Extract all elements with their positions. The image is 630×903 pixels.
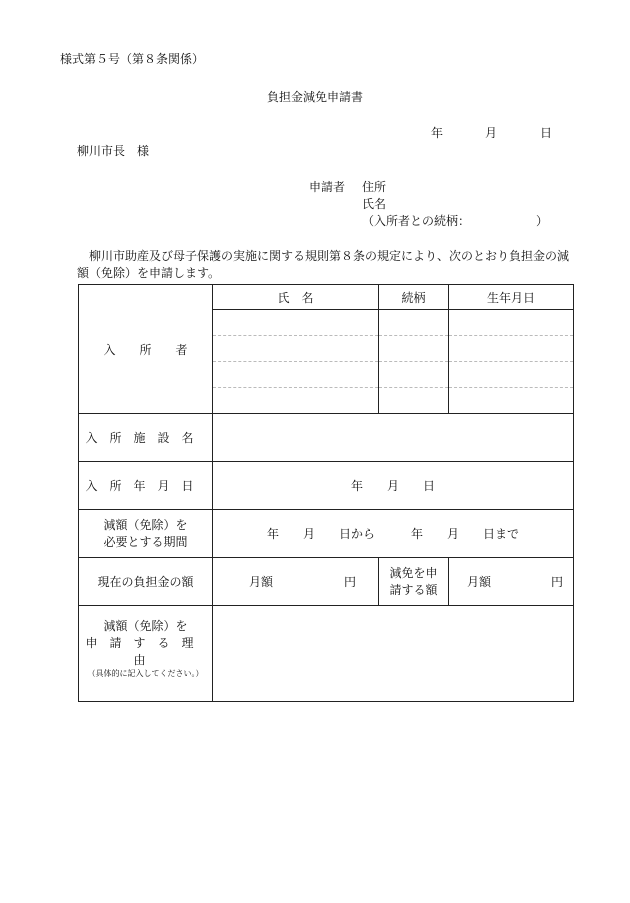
- request-amount-cell[interactable]: [449, 558, 574, 606]
- resident-name-cell[interactable]: [213, 362, 379, 388]
- request-amount-line1: 減免を申: [389, 565, 438, 580]
- resident-label: 入 所 者: [79, 285, 213, 414]
- resident-birth-cell[interactable]: [449, 362, 574, 388]
- document-title: 負担金減免申請書: [266, 90, 363, 104]
- date-day: 日: [540, 126, 553, 140]
- application-table: [78, 284, 574, 702]
- resident-relation-cell[interactable]: [379, 336, 449, 362]
- entry-date-label: 入所年月日: [79, 462, 213, 510]
- reason-label: [79, 606, 213, 702]
- period-label-line2: 必要とする期間: [103, 534, 188, 549]
- reason-note: （具体的に記入してください。）: [87, 669, 204, 678]
- date-year: 年: [431, 126, 444, 140]
- period-label: [79, 510, 213, 558]
- entry-date-value[interactable]: 年 月 日: [213, 462, 574, 510]
- request-amount-line2: 請する額: [389, 582, 438, 597]
- yen-label: 円: [343, 575, 356, 589]
- current-amount-cell[interactable]: [213, 558, 379, 606]
- resident-name-cell[interactable]: [213, 336, 379, 362]
- applicant-label: 申請者: [309, 180, 346, 194]
- resident-name-cell[interactable]: [213, 310, 379, 336]
- col-relation-header: 続柄: [379, 285, 449, 310]
- monthly-label: 月額: [249, 575, 274, 589]
- date-month: 月: [485, 126, 498, 140]
- reason-label-line1: 減額（免除）を: [103, 619, 188, 633]
- col-name-header: 氏 名: [213, 285, 379, 310]
- body-text: 柳川市助産及び母子保護の実施に関する規則第８条の規定により、次のとおり負担金の減額（免除）を申請します。: [77, 249, 570, 280]
- facility-value[interactable]: [213, 414, 574, 462]
- resident-relation-cell[interactable]: [379, 362, 449, 388]
- resident-relation-cell[interactable]: [379, 310, 449, 336]
- yen-label: 円: [550, 575, 563, 589]
- period-value[interactable]: 年 月 日から 年 月 日まで: [213, 510, 574, 558]
- relation-note: （入所者との続柄：: [362, 214, 471, 228]
- name-label: 氏名: [362, 197, 387, 211]
- current-amount-label: 現在の負担金の額: [79, 558, 213, 606]
- period-label-line1: 減額（免除）を: [103, 517, 188, 532]
- resident-birth-cell[interactable]: [449, 310, 574, 336]
- addressee: 柳川市長 様: [77, 144, 150, 158]
- resident-name-cell[interactable]: [213, 388, 379, 414]
- col-birth-header: 生年月日: [449, 285, 574, 310]
- form-number: 様式第５号（第８条関係）: [60, 52, 205, 66]
- request-amount-label: [379, 558, 449, 606]
- resident-relation-cell[interactable]: [379, 388, 449, 414]
- resident-birth-cell[interactable]: [449, 336, 574, 362]
- reason-value[interactable]: [213, 606, 574, 702]
- relation-close: ）: [536, 214, 549, 228]
- monthly-label: 月額: [467, 575, 492, 589]
- facility-label: 入所施設名: [79, 414, 213, 462]
- resident-birth-cell[interactable]: [449, 388, 574, 414]
- reason-label-line2: 申請する理由: [85, 636, 206, 667]
- address-label: 住所: [362, 180, 387, 194]
